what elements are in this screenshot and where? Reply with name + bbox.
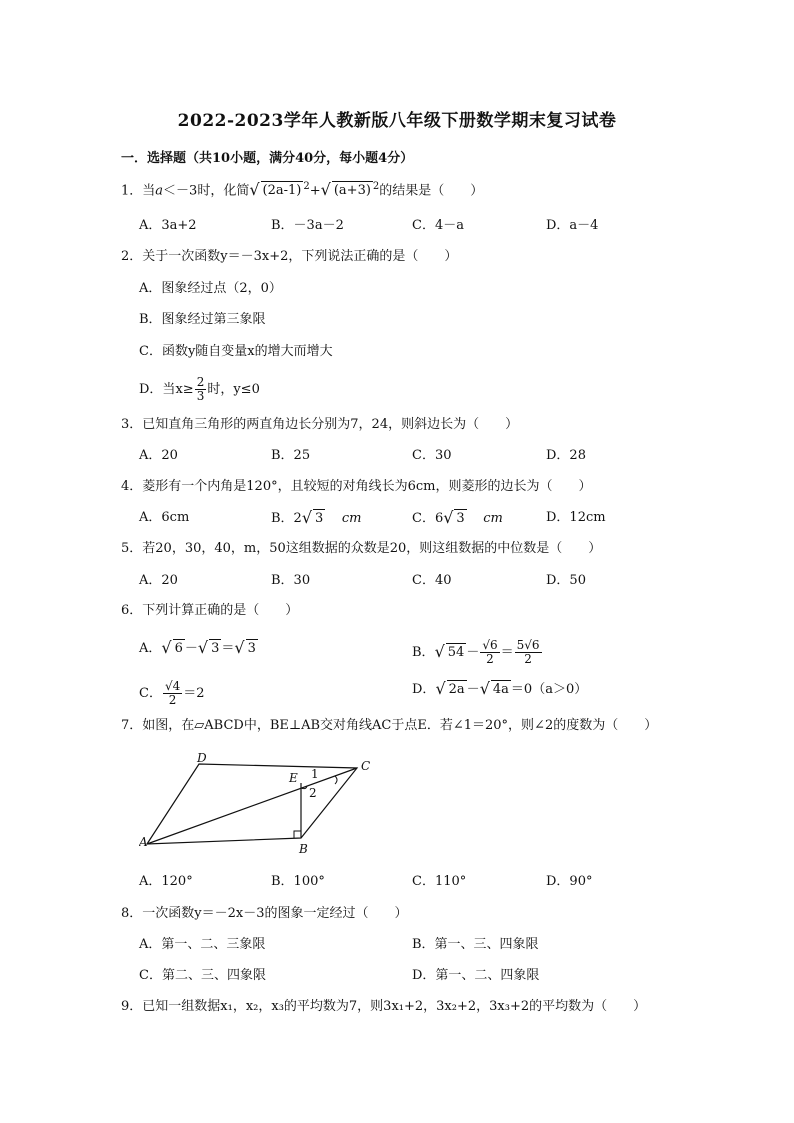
section-heading: 一．选择题（共10小题，满分40分，每小题4分） [121,151,414,166]
q3-option-a: A．20 [139,448,178,463]
label-angle-2: 2 [309,786,317,800]
q1-option-a: A．3a+2 [139,218,197,233]
q8-option-a: A．第一、二、三象限 [139,937,266,952]
page-title: 2022-2023学年人教新版八年级下册数学期末复习试卷 [177,111,617,131]
figure-svg [139,752,379,860]
radical: √ (a+3) [320,180,371,200]
q3-option-c: C．30 [412,448,452,463]
q7-option-a: A．120° [139,874,193,889]
q7-option-c: C．110° [412,874,467,889]
q4-option-b: B．2 √ 3 cm [271,508,362,527]
q2-option-c: C．函数y随自变量x的增大而增大 [139,344,333,359]
q3-option-d: D．28 [546,448,586,463]
label-c: C [361,759,371,773]
q4-option-d: D．12cm [546,510,606,525]
question-1: 1．当a＜－3时，化简 √ (2a-1) $^2$+ √ (a+3) $^2$的结果是（ ） [121,180,484,200]
label-b: B [299,842,308,856]
radical: √ (2a-1) [249,180,302,200]
q8-option-c: C．第二、三、四象限 [139,968,266,983]
q5-option-a: A．20 [139,573,178,588]
label-a: A [139,835,148,849]
q2-option-d: D．当x≥ $\frac{2}{3}$ 时，y≤0 [139,375,260,403]
q7-option-d: D．90° [546,874,593,889]
question-4: 4．菱形有一个内角是120°，且较短的对角线长为6cm，则菱形的边长为（ ） [121,479,592,494]
q4-option-a: A．6cm [139,510,190,525]
q5-option-c: C．40 [412,573,452,588]
right-angle-mark [294,831,301,838]
q4-option-c: C．6 √ 3 cm [412,508,503,527]
question-8: 8．一次函数y＝－2x－3的图象一定经过（ ） [121,906,408,921]
question-3: 3．已知直角三角形的两直角边长分别为7，24，则斜边长为（ ） [121,417,519,432]
q1-option-d: D．a－4 [546,218,599,233]
question-7: 7．如图，在▱ABCD中，BE⊥AB交对角线AC于点E．若∠1＝20°，则∠2的度数为（ ） [121,718,658,733]
question-2: 2．关于一次函数y＝－3x+2，下列说法正确的是（ ） [121,249,458,264]
fraction: $\frac{2}{3}$ [196,375,205,403]
q2-option-b: B．图象经过第三象限 [139,312,266,327]
q2-option-a: A．图象经过点（2，0） [139,281,282,296]
q5-option-b: B．30 [271,573,311,588]
q1-option-c: C．4－a [412,218,464,233]
label-angle-1: 1 [311,767,319,781]
label-d: D [197,752,207,765]
question-6: 6．下列计算正确的是（ ） [121,603,299,618]
question-5: 5．若20，30，40，m，50这组数据的众数是20，则这组数据的中位数是（ ） [121,541,602,556]
label-e: E [289,771,298,785]
diagonal-ac [147,768,357,844]
q8-option-b: B．第一、三、四象限 [412,937,539,952]
q8-option-d: D．第一、二、四象限 [412,968,540,983]
question-9: 9．已知一组数据x₁，x₂，x₃的平均数为7，则3x₁+2，3x₂+2，3x₃+2的平均数为（ ） [121,999,647,1014]
q3-option-b: B．25 [271,448,311,463]
q1-option-b: B．－3a－2 [271,218,344,233]
q6-option-a: A． √ 6 － √ 3 ＝ √ 3 [139,638,256,657]
q7-option-b: B．100° [271,874,325,889]
q6-option-c: C． $\frac{√4}{2}$ ＝2 [139,679,205,707]
angle-1-arc [335,776,337,784]
q6-option-d: D． √ 2a － √ 4a ＝0（a＞0） [412,679,588,698]
q6-option-b: B． √ 54 － $\frac{√6}{2}$ ＝ $\frac{5√6}{2}$ [412,638,540,666]
parallelogram-figure [139,752,379,860]
q5-option-d: D．50 [546,573,586,588]
